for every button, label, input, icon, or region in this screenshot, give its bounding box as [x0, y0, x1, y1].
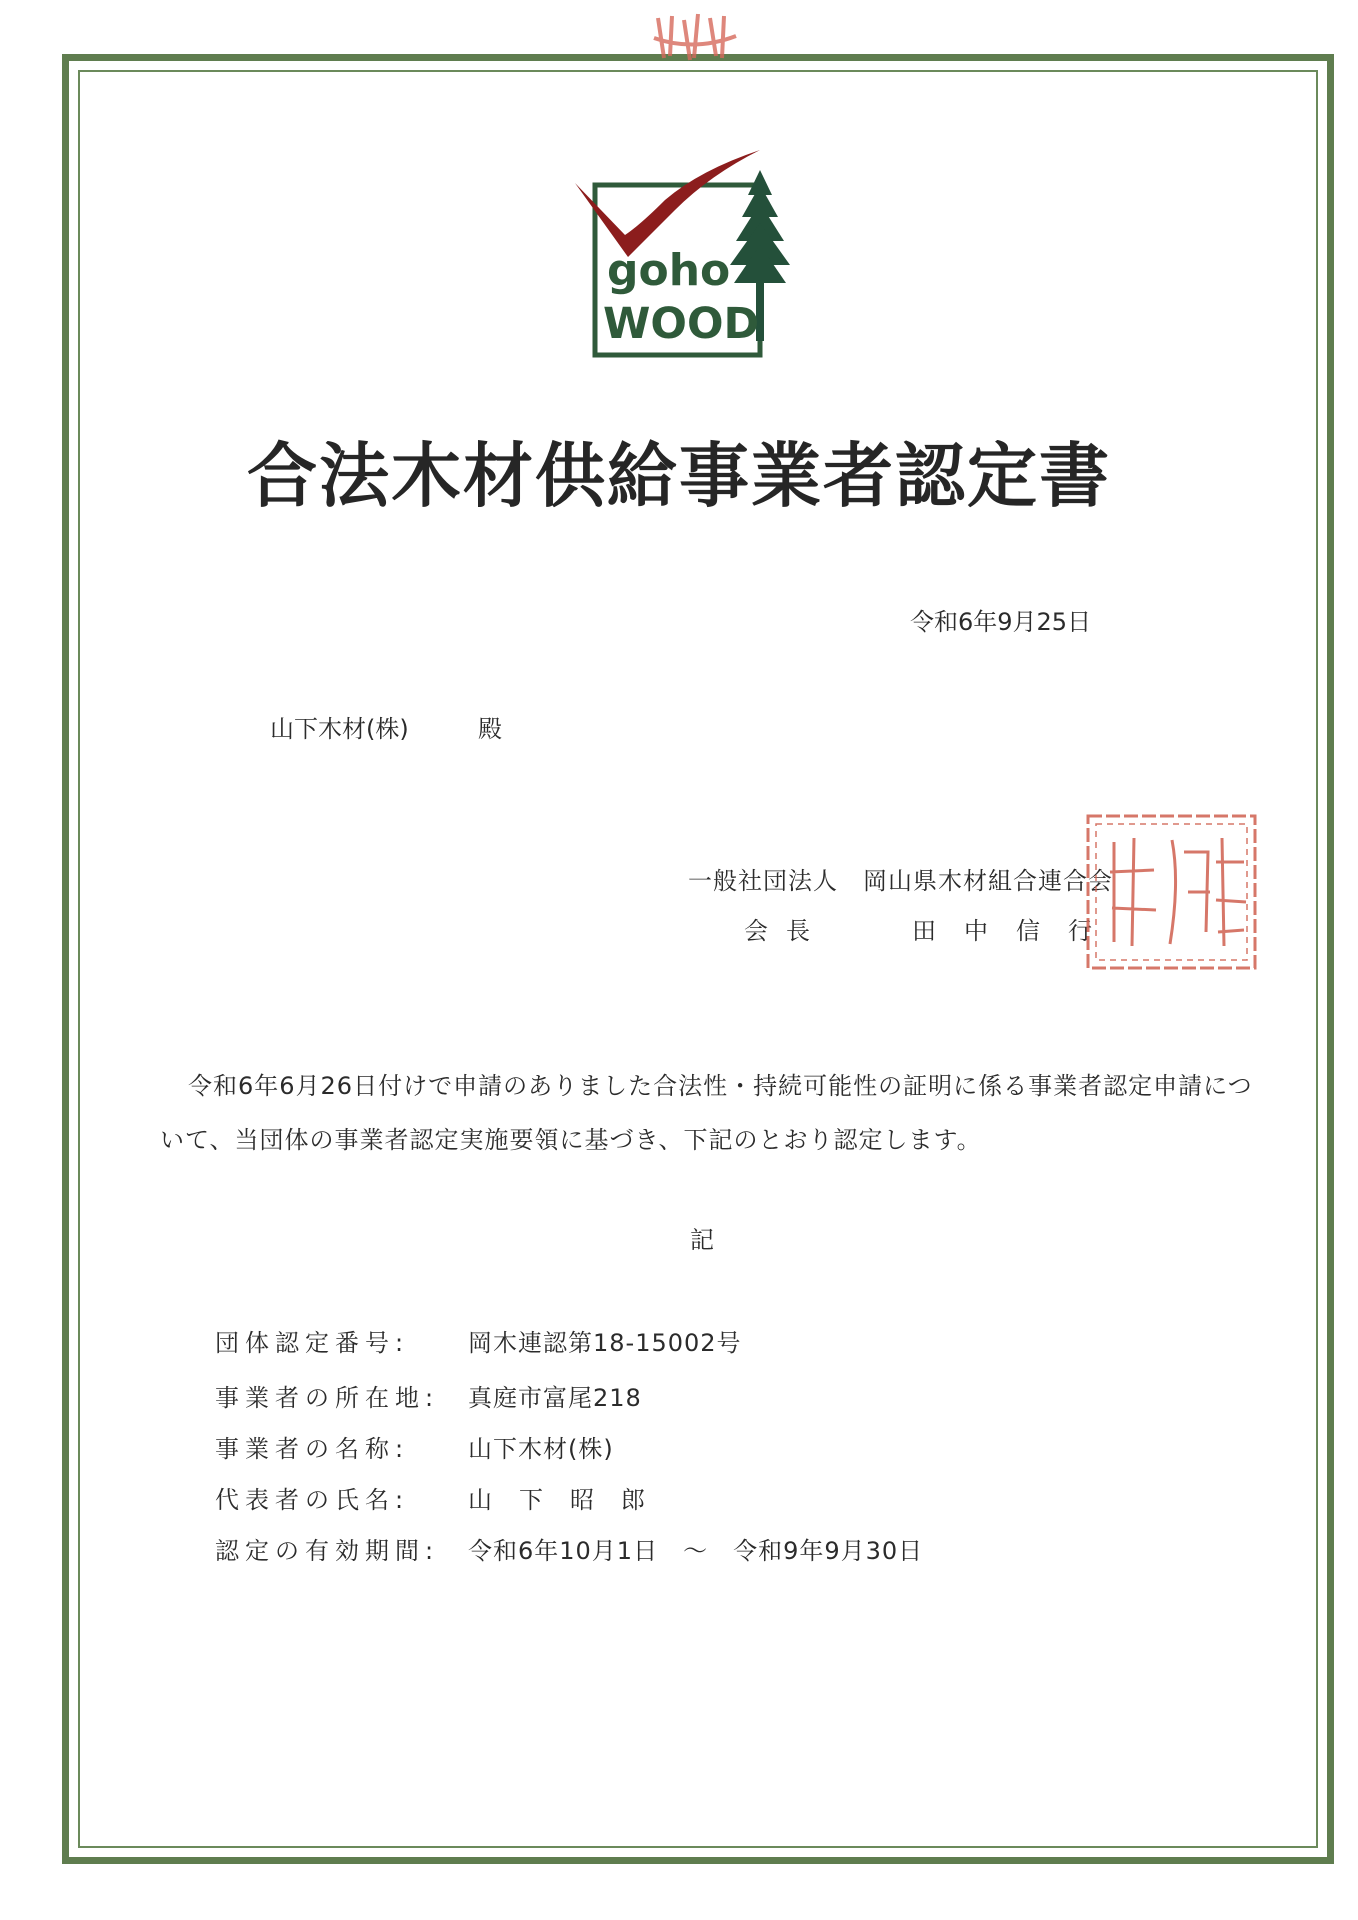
issuer-name: 田中信行 [912, 917, 1120, 945]
issuer-organization: 一般社団法人 岡山県木材組合連合会 [688, 867, 1113, 895]
logo-text-goho: goho [607, 245, 731, 296]
detail-value: 岡木連認第18-15002号 [468, 1329, 742, 1357]
logo-text-wood: WOOD [603, 299, 760, 349]
official-red-seal [1084, 812, 1259, 972]
detail-label: 事業者の所在地: [215, 1384, 440, 1412]
issuer-role: 会長 [744, 917, 828, 945]
recipient-name: 山下木材(株) [270, 715, 409, 743]
certificate-body-text: 令和6年6月26日付けで申請のありました合法性・持続可能性の証明に係る事業者認定申請について、当団体の事業者認定実施要領に基づき、下記のとおり認定します。 [160, 1072, 1253, 1154]
ki-label: 記 [690, 1226, 714, 1254]
detail-label: 事業者の名称: [215, 1435, 410, 1463]
partial-seal-stamp [650, 8, 740, 68]
detail-value: 山下昭郎 [468, 1486, 672, 1514]
detail-value: 真庭市富尾218 [468, 1384, 642, 1412]
document-title: 合法木材供給事業者認定書 [247, 434, 1111, 517]
detail-value: 令和6年10月1日 ～ 令和9年9月30日 [468, 1537, 924, 1565]
issue-date: 令和6年9月25日 [910, 608, 1092, 636]
detail-label: 認定の有効期間: [215, 1537, 440, 1565]
detail-value: 山下木材(株) [468, 1435, 614, 1463]
check-mark-icon [575, 150, 760, 257]
recipient-honorific: 殿 [478, 715, 502, 743]
detail-label: 団体認定番号: [215, 1329, 410, 1357]
goho-wood-logo [570, 145, 810, 365]
detail-label: 代表者の氏名: [215, 1486, 410, 1514]
